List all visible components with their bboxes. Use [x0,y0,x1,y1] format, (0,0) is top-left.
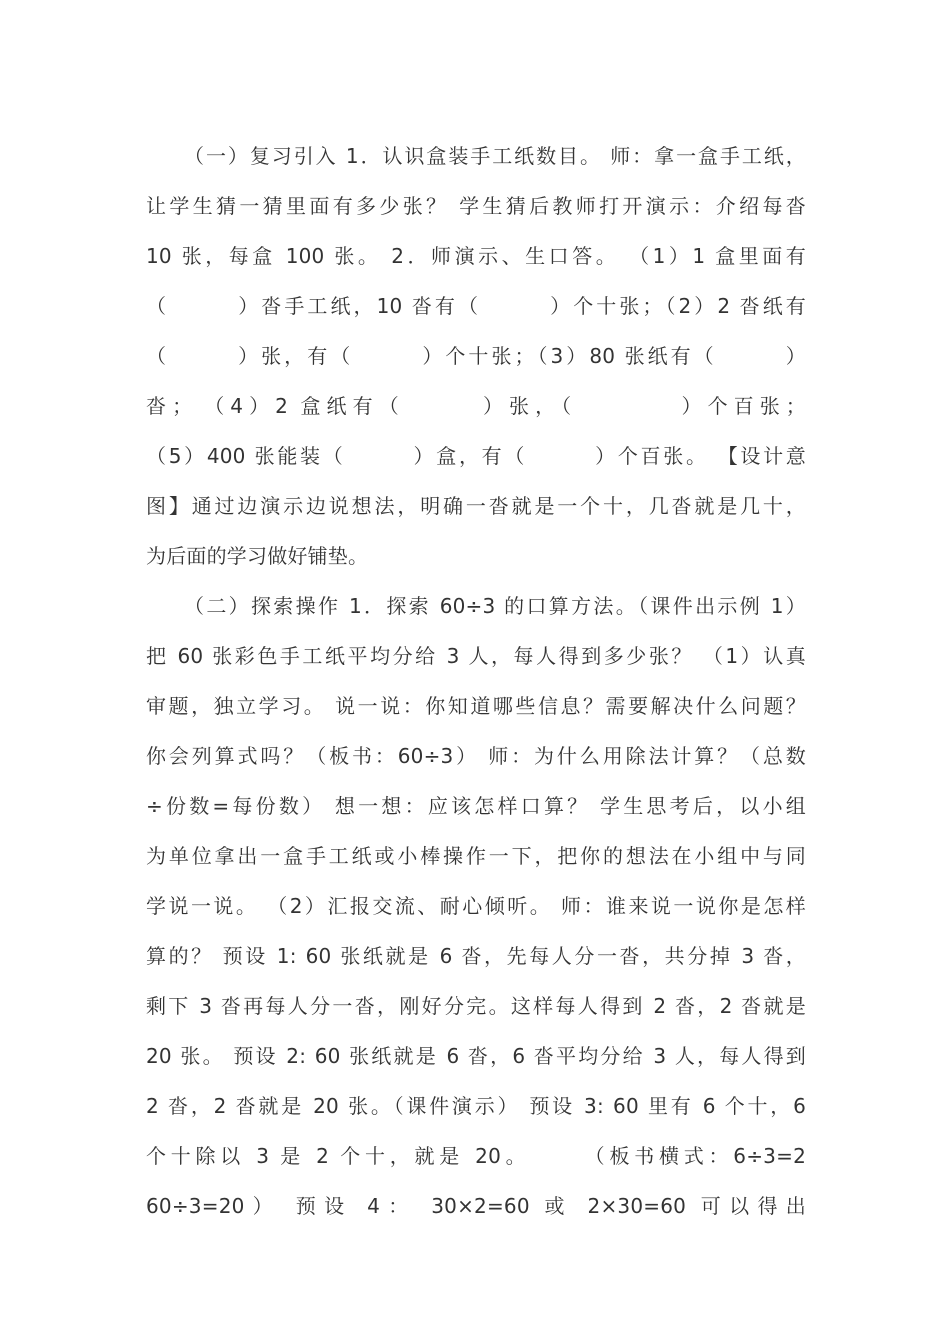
text-line: 沓； （4）2 盒纸有（ ）张，（ ）个百张； [146,394,806,418]
text-line: 学说一说。 （2）汇报交流、耐心倾听。 师：谁来说一说你是怎样 [146,894,806,918]
text-line: 20 张。 预设 2: 60 张纸就是 6 沓，6 沓平均分给 3 人，每人得到 [146,1044,806,1068]
text-line: （5）400 张能装（ ）盒，有（ ）个百张。 【设计意 [146,444,806,468]
text-line: 算的？ 预设 1: 60 张纸就是 6 沓，先每人分一沓，共分掉 3 沓， [146,944,806,968]
text-line: 10 张，每盒 100 张。 2．师演示、生口答。 （1）1 盒里面有 [146,244,806,268]
text-line: 60÷3=20） 预设 4： 30×2=60 或 2×30=60 可以得出 [146,1194,806,1218]
text-line: 剩下 3 沓再每人分一沓，刚好分完。这样每人得到 2 沓，2 沓就是 [146,994,806,1018]
text-line: 个十除以 3 是 2 个十，就是 20。 （板书横式：6÷3=2 [146,1144,806,1168]
text-line: 为后面的学习做好铺垫。 [146,544,369,568]
text-line: 你会列算式吗？（板书：60÷3） 师：为什么用除法计算？（总数 [146,744,806,768]
text-line: 为单位拿出一盒手工纸或小棒操作一下，把你的想法在小组中与同 [146,844,806,868]
text-line: （ ）沓手工纸，10 沓有（ ）个十张；（2）2 沓纸有 [146,294,806,318]
text-line: （二）探索操作 1．探索 60÷3 的口算方法。（课件出示例 1） [184,594,806,618]
text-line: ÷份数=每份数） 想一想：应该怎样口算？ 学生思考后，以小组 [146,794,806,818]
text-line: （ ）张，有（ ）个十张；（3）80 张纸有（ ） [146,344,806,368]
paragraph-explore [146,581,806,1231]
document-page [146,131,806,1231]
text-line: 把 60 张彩色手工纸平均分给 3 人，每人得到多少张？ （1）认真 [146,644,806,668]
text-line: 图】通过边演示边说想法，明确一沓就是一个十，几沓就是几十， [146,494,806,518]
text-line: 审题，独立学习。 说一说：你知道哪些信息？需要解决什么问题？ [146,694,806,718]
text-line: （一）复习引入 1．认识盒装手工纸数目。 师：拿一盒手工纸， [184,144,806,168]
paragraph-review [146,131,806,581]
text-line: 2 沓，2 沓就是 20 张。（课件演示） 预设 3: 60 里有 6 个十，6 [146,1094,806,1118]
text-line: 让学生猜一猜里面有多少张？ 学生猜后教师打开演示：介绍每沓 [146,194,806,218]
